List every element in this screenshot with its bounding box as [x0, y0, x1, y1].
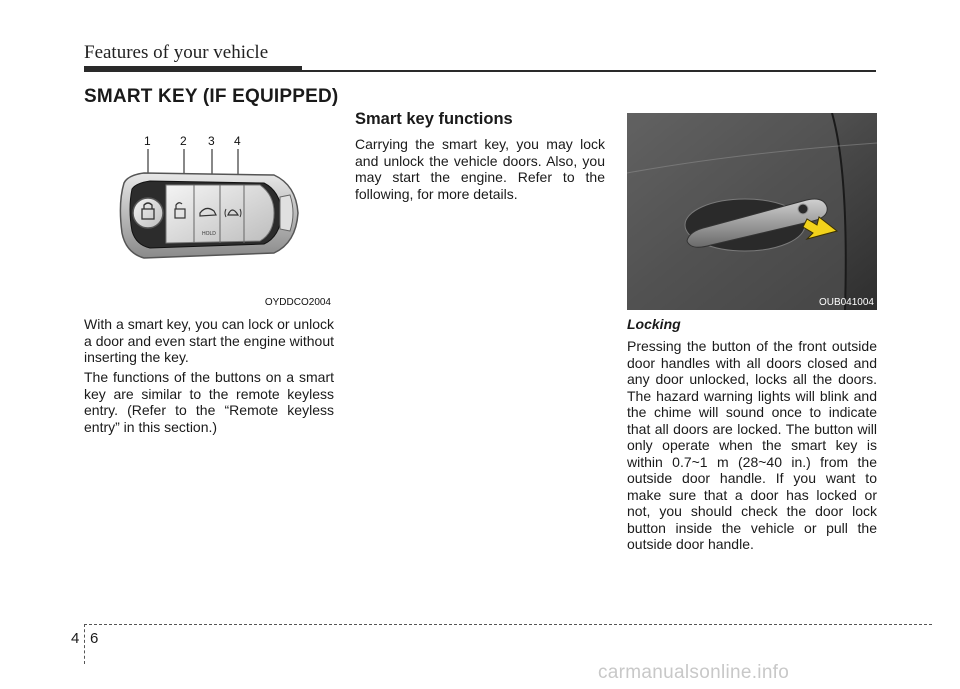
header-rule-thick	[84, 66, 302, 72]
button-number-1: 1	[144, 134, 151, 148]
button-number-2: 2	[180, 134, 187, 148]
locking-heading: Locking	[627, 316, 681, 332]
handle-button-icon	[798, 204, 808, 214]
button-number-3: 3	[208, 134, 215, 148]
hold-label: HOLD	[202, 231, 216, 237]
smart-key-intro-paragraph: With a smart key, you can lock or unlock a door and even start the engine without inserting the key.	[84, 316, 334, 365]
key-release-icon	[280, 195, 293, 231]
watermark: carmanualsonline.info	[598, 662, 790, 683]
figure-caption-key: OYDDCO2004	[264, 297, 331, 308]
page-chapter-number: 4	[71, 630, 80, 647]
section-title: SMART KEY (IF EQUIPPED)	[84, 86, 339, 107]
button-number-4: 4	[234, 134, 241, 148]
door-handle-illustration	[627, 113, 877, 310]
footer-divider	[84, 624, 85, 664]
header-title: Features of your vehicle	[84, 42, 269, 63]
figure-caption-door: OUB041004	[818, 297, 874, 308]
door-handle-figure	[627, 113, 877, 310]
smart-key-functions-paragraph: Carrying the smart key, you may lock and unlock the vehicle doors. Also, you may start the engine. Refer to the following, for more details.	[355, 136, 605, 202]
smart-key-buttons-paragraph: The functions of the buttons on a smart key are similar to the remote keyless entry. (Refer to the “Remote keyless entry” in this section.)	[84, 369, 334, 435]
page-number: 6	[90, 630, 99, 647]
header-rule-thin	[302, 70, 876, 72]
smart-key-illustration	[84, 113, 334, 310]
smart-key-figure	[84, 113, 334, 310]
locking-paragraph: Pressing the button of the front outside door handles with all doors closed and any door unlocked, locks all the doors. The hazard warning lights will blink and the chime will sound once to indicate that all doors are locked. The button will only operate when the smart key is within 0.7~1 m (28~40 in.) from the outside door handle. If you want to make sure that a door has locked or not, you should check the door lock button inside the vehicle or pull the outside door handle.	[627, 338, 877, 552]
smart-key-functions-heading: Smart key functions	[355, 110, 513, 128]
footer-rule	[84, 624, 932, 625]
